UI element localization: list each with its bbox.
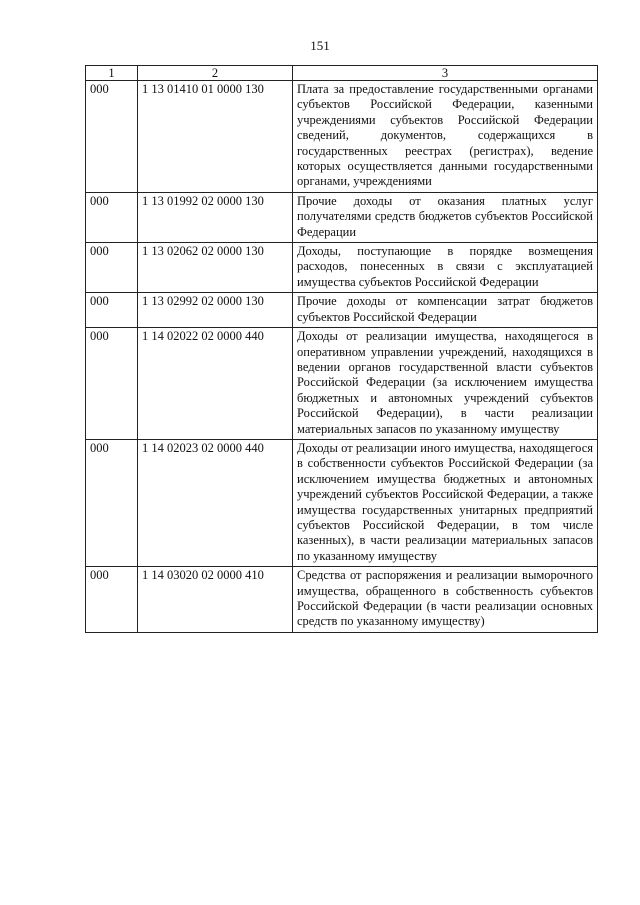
page-number: 151 (310, 38, 330, 53)
admin-code-cell: 000 (86, 567, 138, 633)
table-row (86, 567, 598, 633)
income-name-cell: Доходы, поступающие в порядке возмещения расходов, понесенных в связи с эксплуатацией имущества субъектов Российской Федерации (293, 243, 598, 293)
table-row (86, 192, 598, 242)
income-name-cell: Прочие доходы от оказания платных услуг получателями средств бюджетов субъектов Российской Федерации (293, 192, 598, 242)
budget-code-cell: 1 14 02023 02 0000 440 (138, 439, 293, 566)
admin-code-cell: 000 (86, 243, 138, 293)
column-header-2: 2 (138, 66, 293, 81)
income-name-cell: Плата за предоставление государственными органами субъектов Российской Федерации, казенными учреждениями субъектов Российской Федерации сведений, документов, содержащихся в государственных реестрах (регистрах), ведение которых осуществляется данными государственными органами, учреждениями (293, 81, 598, 193)
budget-code-cell: 1 13 02062 02 0000 130 (138, 243, 293, 293)
budget-code-cell: 1 14 02022 02 0000 440 (138, 328, 293, 440)
column-header-1: 1 (86, 66, 138, 81)
budget-code-cell: 1 13 01410 01 0000 130 (138, 81, 293, 193)
income-name-cell: Прочие доходы от компенсации затрат бюджетов субъектов Российской Федерации (293, 293, 598, 328)
admin-code-cell: 000 (86, 328, 138, 440)
table-row (86, 328, 598, 440)
income-codes-table (85, 65, 598, 633)
admin-code-cell: 000 (86, 81, 138, 193)
income-name-cell: Средства от распоряжения и реализации выморочного имущества, обращенного в собственность субъектов Российской Федерации (в части реализации основных средств по указанному имуществу) (293, 567, 598, 633)
column-header-3: 3 (293, 66, 598, 81)
budget-code-cell: 1 13 02992 02 0000 130 (138, 293, 293, 328)
admin-code-cell: 000 (86, 192, 138, 242)
income-name-cell: Доходы от реализации имущества, находящегося в оперативном управлении учреждений, находящихся в ведении органов государственной власти субъектов Российской Федерации (за исключением имущества бюджетных и автономных учреждений субъектов Российской Федерации), в части реализации материальных запасов по указанному имуществу (293, 328, 598, 440)
table-row (86, 439, 598, 566)
budget-code-cell: 1 14 03020 02 0000 410 (138, 567, 293, 633)
admin-code-cell: 000 (86, 293, 138, 328)
budget-code-cell: 1 13 01992 02 0000 130 (138, 192, 293, 242)
admin-code-cell: 000 (86, 439, 138, 566)
income-name-cell: Доходы от реализации иного имущества, находящегося в собственности субъектов Российской Федерации (за исключением имущества бюджетных и автономных учреждений субъектов Российской Федерации, а также имущества государственных унитарных предприятий субъектов Российской Федерации, в том числе казенных), в части реализации материальных запасов по указанному имуществу (293, 439, 598, 566)
table-row (86, 293, 598, 328)
table-row (86, 81, 598, 193)
table-row (86, 243, 598, 293)
table-header-row (86, 66, 598, 81)
